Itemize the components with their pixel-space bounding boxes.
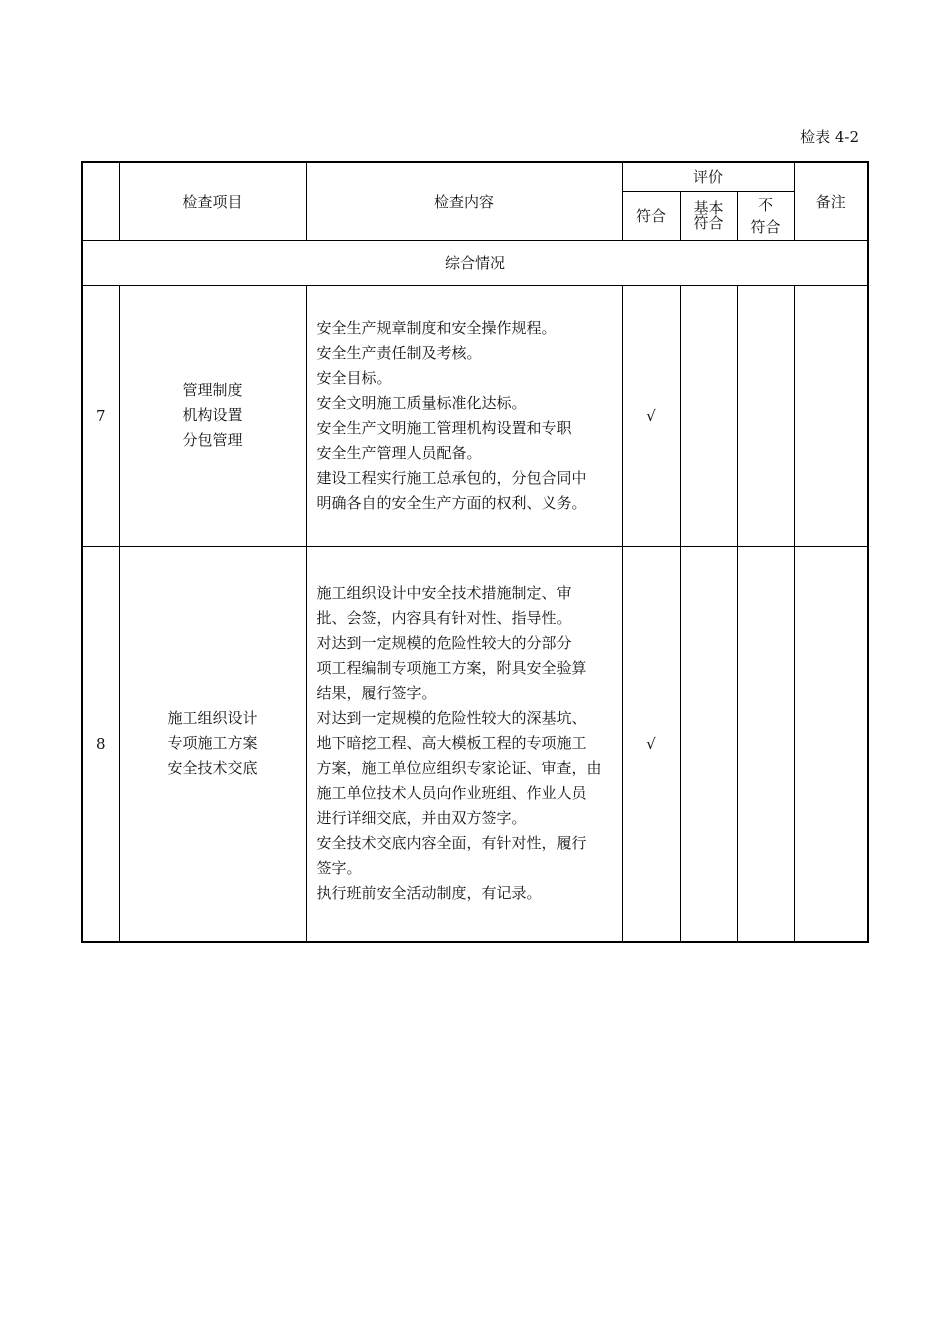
- row-item-line: 分包管理: [182, 431, 243, 449]
- section-title: 综合情况: [82, 240, 868, 285]
- header-conform: 符合: [622, 191, 680, 240]
- header-remark: 备注: [794, 162, 868, 240]
- section-row: [82, 240, 868, 285]
- header-basic-conform: [680, 191, 737, 240]
- header-evaluation: 评价: [622, 162, 794, 191]
- row-remark: [794, 546, 868, 942]
- content-line: 结果，履行签字。: [316, 684, 437, 703]
- content-line: 对达到一定规模的危险性较大的分部分: [316, 634, 572, 653]
- row-basic-conform: [680, 285, 737, 546]
- content-line: 安全文明施工质量标准化达标。: [316, 393, 527, 412]
- content-line: 建设工程实行施工总承包的，分包合同中: [316, 468, 587, 487]
- header-row-1: [82, 162, 868, 191]
- content-line: 项工程编制专项施工方案，附具安全验算: [316, 659, 587, 678]
- header-nonconform: [737, 191, 794, 240]
- content-line: 安全生产文明施工管理机构设置和专职: [316, 418, 572, 437]
- header-nonconform-line1: 不: [758, 195, 774, 214]
- row-item-line: 管理制度: [182, 381, 243, 399]
- header-number: [82, 162, 119, 240]
- header-nonconform-line2: 符合: [750, 217, 781, 236]
- row-content: [306, 285, 622, 546]
- content-line: 安全生产规章制度和安全操作规程。: [316, 318, 557, 337]
- row-item-line: 专项施工方案: [167, 734, 258, 753]
- content-line: 安全生产管理人员配备。: [316, 443, 482, 462]
- content-line: 方案，施工单位应组织专家论证、审查，由: [316, 759, 602, 778]
- row-conform-mark: √: [622, 546, 680, 942]
- content-line: 对达到一定规模的危险性较大的深基坑、: [316, 709, 587, 728]
- row-item: [119, 285, 306, 546]
- table-row: [82, 285, 868, 546]
- table-row: [82, 546, 868, 942]
- row-number: 8: [82, 546, 119, 942]
- row-item-line: 机构设置: [182, 406, 243, 424]
- row-item-line: 安全技术交底: [167, 759, 258, 778]
- content-line: 批、会签，内容具有针对性、指导性。: [316, 609, 572, 628]
- header-content: 检查内容: [306, 162, 622, 240]
- header-basic-conform-line2: 符合: [693, 213, 724, 232]
- content-line: 明确各自的安全生产方面的权利、义务。: [316, 493, 587, 512]
- row-content: [306, 546, 622, 942]
- row-basic-conform: [680, 546, 737, 942]
- row-item-line: 施工组织设计: [167, 709, 258, 728]
- form-code: 检表 4-2: [800, 128, 859, 146]
- content-line: 执行班前安全活动制度，有记录。: [316, 884, 542, 903]
- content-line: 安全目标。: [316, 368, 392, 387]
- row-item: [119, 546, 306, 942]
- inspection-table: [81, 161, 869, 943]
- content-line: 施工组织设计中安全技术措施制定、审: [316, 584, 572, 603]
- row-remark: [794, 285, 868, 546]
- header-basic-conform-line1: 基本: [693, 198, 724, 217]
- content-line: 地下暗挖工程、高大模板工程的专项施工: [316, 734, 587, 753]
- row-number: 7: [82, 285, 119, 546]
- content-line: 进行详细交底，并由双方签字。: [316, 809, 527, 828]
- content-line: 签字。: [316, 859, 362, 878]
- row-conform-mark: √: [622, 285, 680, 546]
- content-line: 安全生产责任制及考核。: [316, 343, 482, 362]
- row-nonconform: [737, 285, 794, 546]
- row-nonconform: [737, 546, 794, 942]
- content-line: 安全技术交底内容全面，有针对性，履行: [316, 834, 587, 853]
- header-item: 检查项目: [119, 162, 306, 240]
- content-line: 施工单位技术人员向作业班组、作业人员: [316, 784, 587, 803]
